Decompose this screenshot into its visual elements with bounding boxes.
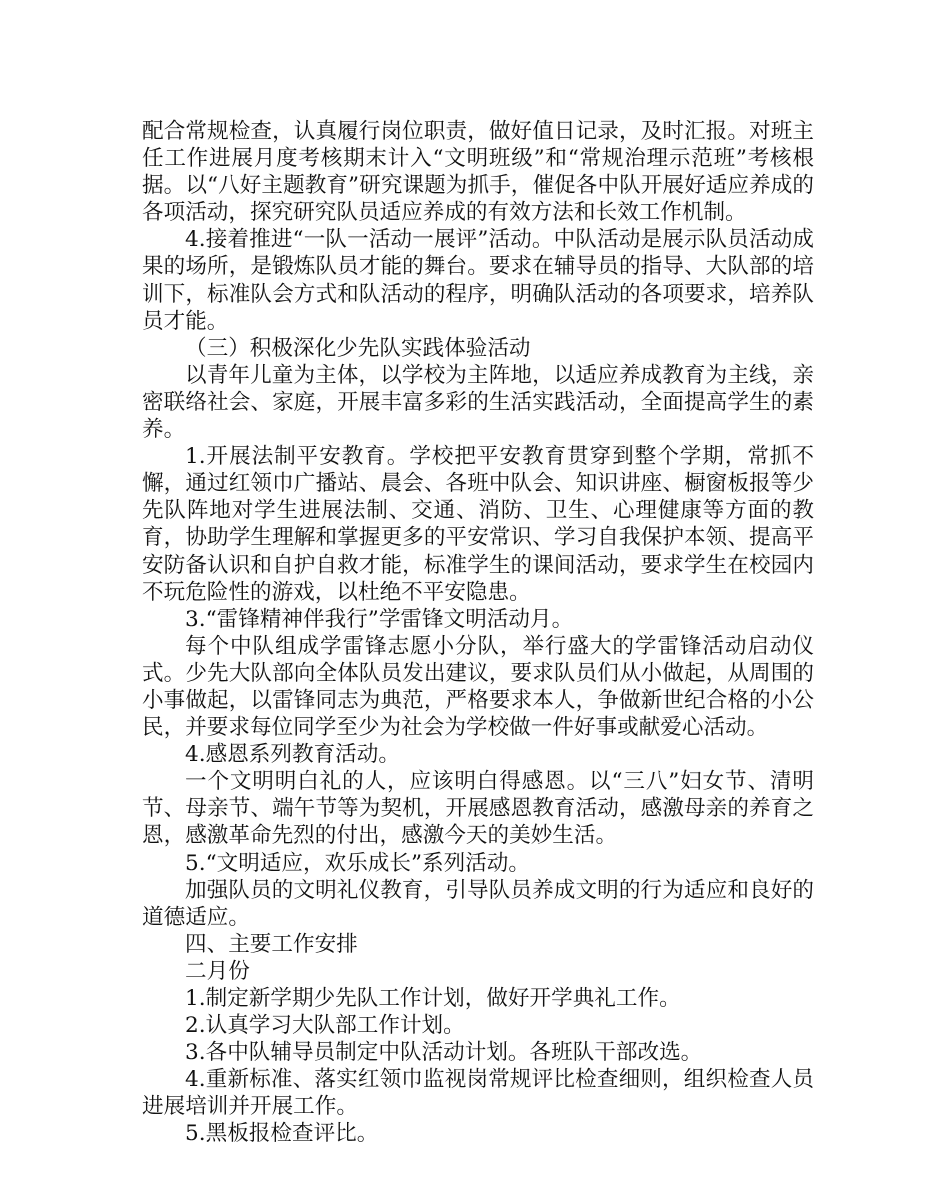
paragraph-gratitude-body: 一个文明明白礼的人，应该明白得感恩。以“三八”妇女节、清明节、母亲节、端午节等为契机，开展感恩教育活动，感激母亲的养育之恩，感激革命先烈的付出，感激今天的美妙生活。 — [142, 769, 814, 849]
plan-item-5: 5.黑板报检查评比。 — [185, 1121, 379, 1147]
paragraph-practice-intro: 以青年儿童为主体，以学校为主阵地，以适应养成教育为主线，亲密联络社会、家庭，开展丰富多彩的生活实践活动，全面提高学生的素养。 — [142, 362, 814, 443]
paragraph-civilized-body: 加强队员的文明礼仪教育，引导队员养成文明的行为适应和良好的道德适应。 — [142, 877, 814, 930]
paragraph-gratitude-title: 4.感恩系列教育活动。 — [185, 742, 400, 768]
section-heading-work-plan: 四、主要工作安排 — [185, 931, 358, 957]
paragraph-routine-check: 配合常规检查，认真履行岗位职责，做好值日记录，及时汇报。对班主任工作进展月度考核期末计入“文明班级”和“常规治理示范班”考核根据。以“八好主题教育”研究课题为抓手，催促各中队开展好适应养成的各项活动，探究研究队员适应养成的有效方法和长效工作机制。 — [142, 119, 814, 226]
paragraph-leifeng-title: 3.“雷锋精神伴我行”学雷锋文明活动月。 — [185, 606, 574, 632]
section-heading-practice: （三）积极深化少先队实践体验活动 — [185, 335, 531, 361]
paragraph-leifeng-body: 每个中队组成学雷锋志愿小分队，举行盛大的学雷锋活动启动仪式。少先大队部向全体队员发出建议，要求队员们从小做起，从周围的小事做起，以雷锋同志为典范，严格要求本人，争做新世纪合格的小公民，并要求每位同学至少为社会为学校做一件好事或献爱心活动。 — [142, 633, 814, 741]
paragraph-safety-education: 1.开展法制平安教育。学校把平安教育贯穿到整个学期，常抓不懈，通过红领巾广播站、晨会、各班中队会、知识讲座、橱窗板报等少先队阵地对学生进展法制、交通、消防、卫生、心理健康等方面的教育，协助学生理解和掌握更多的平安常识、学习自我保护本领、提高平安防备认识和自护自救才能，标准学生的课间活动，要求学生在校园内不玩危险性的游戏，以杜绝不平安隐患。 — [142, 444, 814, 605]
paragraph-civilized-title: 5.“文明适应，欢乐成长”系列活动。 — [185, 850, 530, 876]
plan-item-1: 1.制定新学期少先队工作计划，做好开学典礼工作。 — [185, 986, 681, 1011]
plan-item-4: 4.重新标准、落实红领巾监视岗常规评比检查细则，组织检查人员进展培训并开展工作。 — [142, 1067, 814, 1120]
plan-item-2: 2.认真学习大队部工作计划。 — [185, 1013, 465, 1039]
month-label-february: 二月份 — [185, 958, 250, 984]
document-page — [142, 118, 814, 1148]
plan-item-3: 3.各中队辅导员制定中队活动计划。各班队干部改选。 — [185, 1040, 703, 1066]
paragraph-one-team-one-activity: 4.接着推进“一队一活动一展评”活动。中队活动是展示队员活动成果的场所，是锻炼队员才能的舞台。要求在辅导员的指导、大队部的培训下，标准队会方式和队活动的程序，明确队活动的各项要求，培养队员才能。 — [142, 227, 814, 334]
